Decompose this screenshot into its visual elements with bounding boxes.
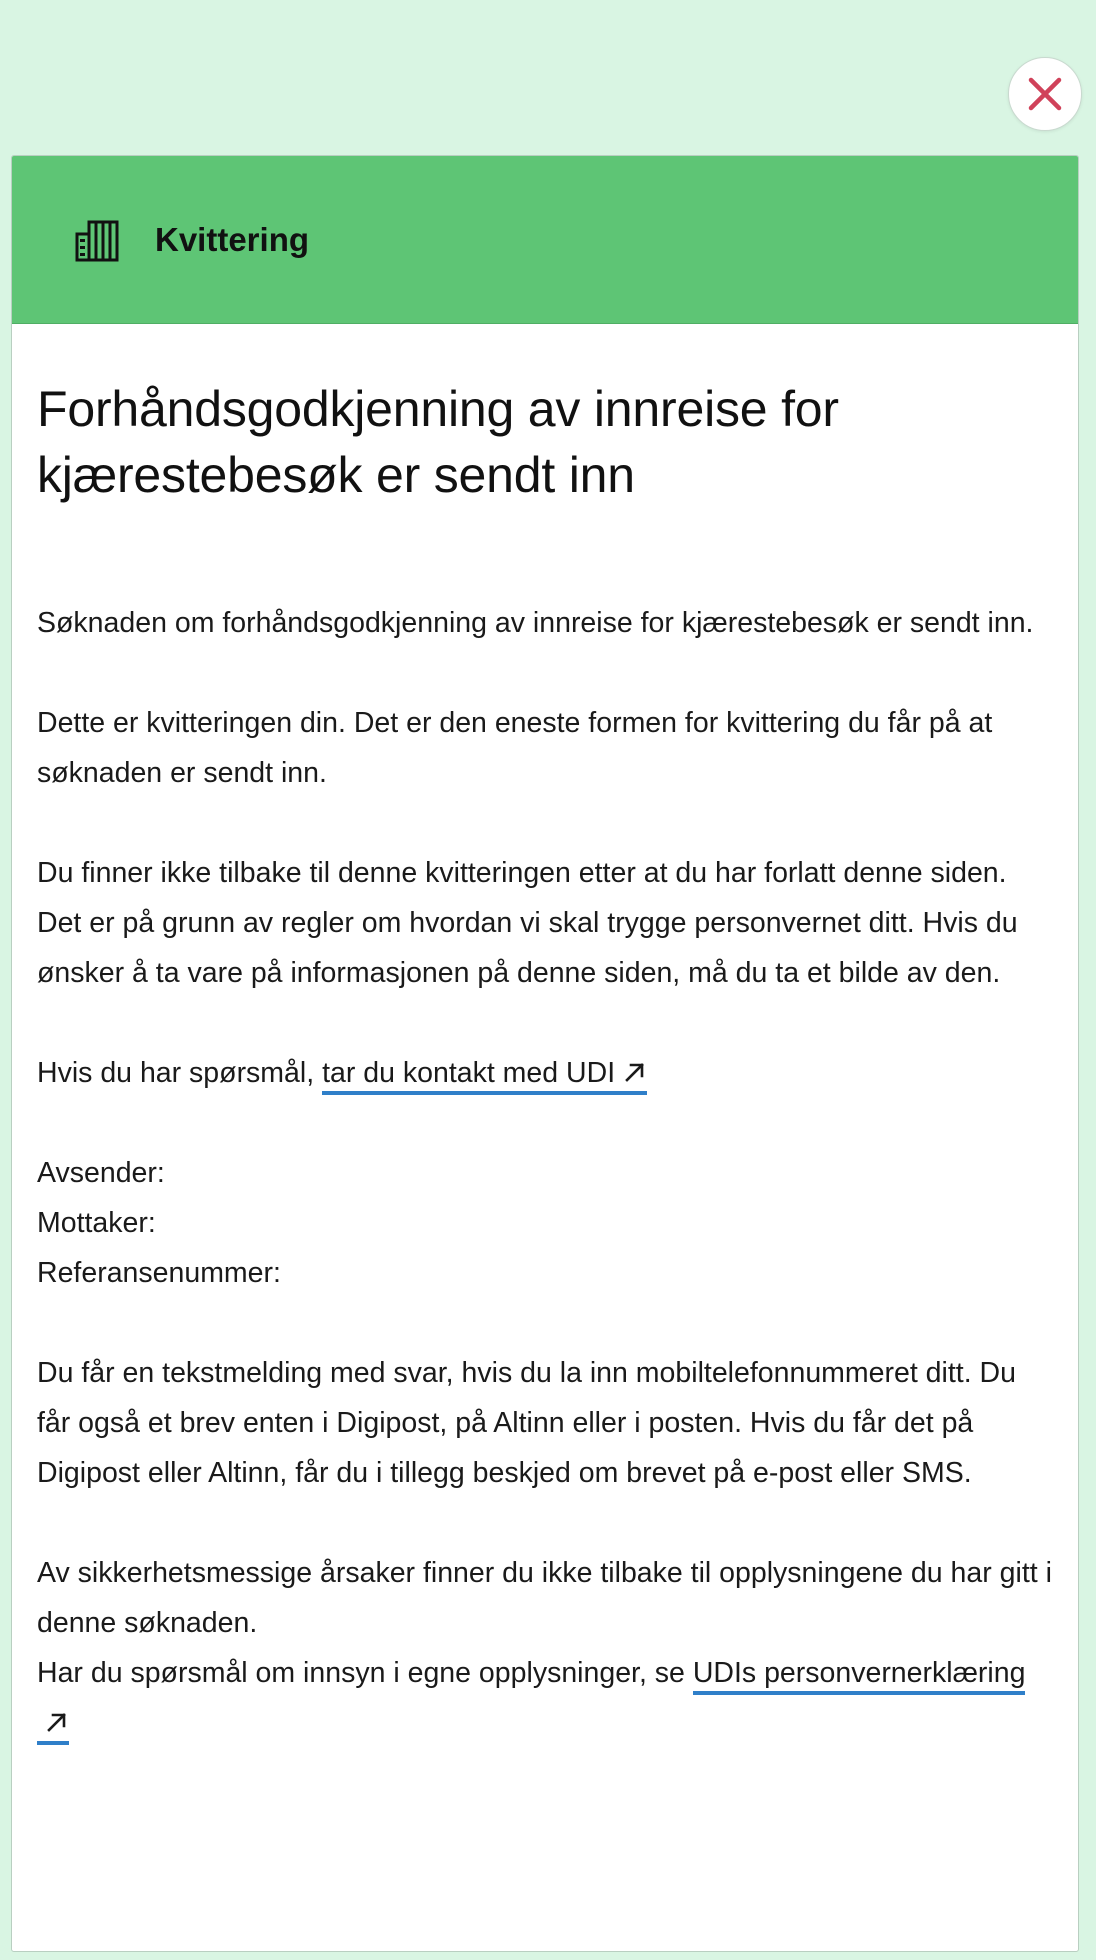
privacy-paragraph: Du finner ikke tilbake til denne kvitteringen etter at du har forlatt denne siden. Det er på grunn av regler om hvordan vi skal trygge personvernet ditt. Hvis du ønsker å ta vare på informasjonen på denne siden, må du ta et bilde av den. <box>37 857 1018 989</box>
page-title: Forhåndsgodkjenning av innreise for kjærestebesøk er sendt inn <box>37 381 839 503</box>
metadata-block <box>37 1148 1053 1298</box>
security-paragraph: Av sikkerhetsmessige årsaker finner du ikke tilbake til opplysningene du har gitt i denne søknaden. <box>37 1557 1052 1639</box>
sms-paragraph: Du får en tekstmelding med svar, hvis du la inn mobiltelefonnummeret ditt. Du får også et brev enten i Digipost, på Altinn eller i posten. Hvis du får det på Digipost eller Altinn, får du i tillegg beskjed om brevet på e-post eller SMS. <box>37 1357 1016 1489</box>
building-icon <box>73 216 121 264</box>
close-icon <box>1025 74 1065 114</box>
sender-label: Avsender: <box>37 1157 165 1189</box>
close-button[interactable] <box>1008 57 1082 131</box>
contact-udi-link-text: tar du kontakt med UDI <box>322 1057 616 1089</box>
privacy-statement-link-text: UDIs personvernerklæring <box>692 1657 1026 1689</box>
header-title: Kvittering <box>155 220 310 258</box>
receipt-paragraph: Dette er kvitteringen din. Det er den eneste formen for kvittering du får på at søknaden er sendt inn. <box>37 707 993 789</box>
receipt-content <box>37 598 1053 1748</box>
contact-paragraph <box>37 1048 1053 1098</box>
external-link-icon <box>45 1710 69 1734</box>
contact-prefix: Hvis du har spørsmål, <box>37 1057 323 1089</box>
contact-udi-link[interactable] <box>322 1057 647 1095</box>
insight-paragraph <box>37 1648 1053 1748</box>
card-body <box>12 376 1078 1748</box>
insight-prefix: Har du spørsmål om innsyn i egne opplysninger, se <box>37 1657 693 1689</box>
reference-number-label: Referansenummer: <box>37 1257 281 1289</box>
card-header <box>12 156 1078 324</box>
external-link-icon <box>623 1060 647 1084</box>
receipt-card <box>11 155 1079 1952</box>
recipient-label: Mottaker: <box>37 1207 156 1239</box>
submitted-paragraph: Søknaden om forhåndsgodkjenning av innreise for kjærestebesøk er sendt inn. <box>37 607 1034 639</box>
